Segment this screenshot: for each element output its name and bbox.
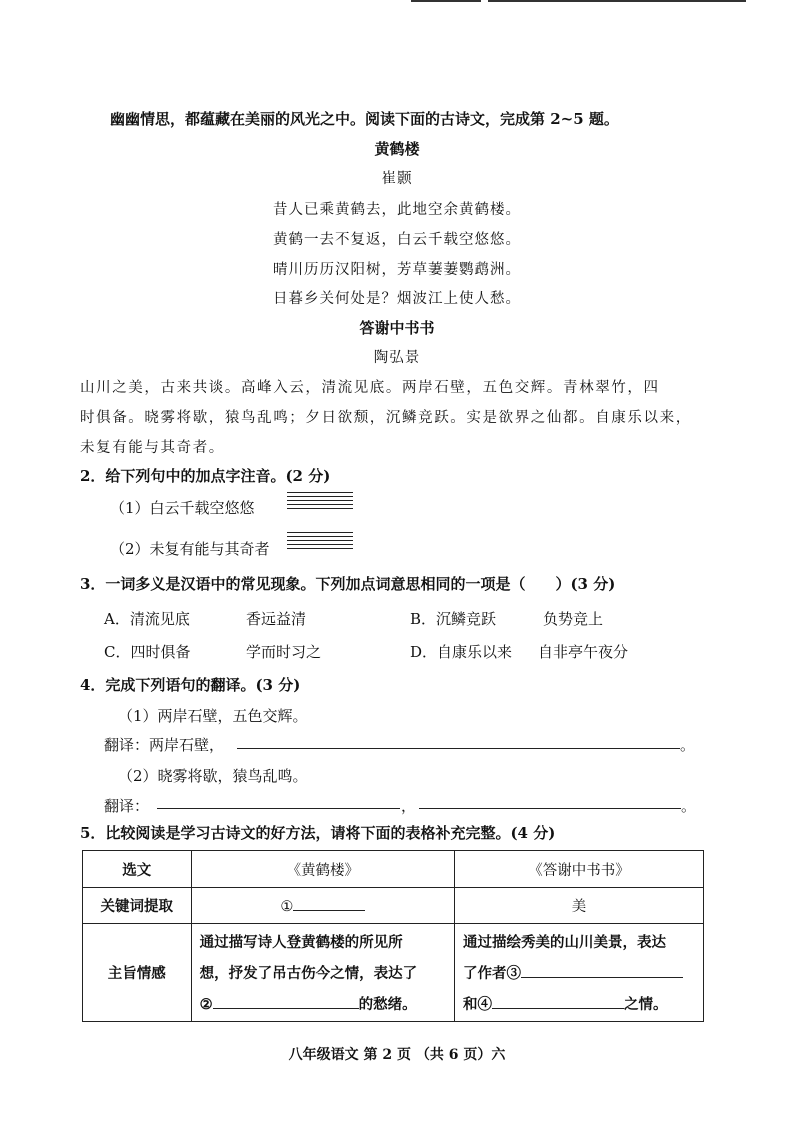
translation-2-prefix: 翻译： bbox=[104, 797, 150, 815]
cell-theme-1 bbox=[191, 924, 454, 1022]
intro-text: 幽幽情思，都蕴藏在美丽的风光之中。阅读下面的古诗文，完成第 2~5 题。 bbox=[110, 110, 619, 128]
blank-3-marker: 了作者③ bbox=[463, 965, 522, 982]
cell-theme-2 bbox=[455, 924, 704, 1022]
theme-2-line-2 bbox=[463, 958, 697, 989]
top-border-line-left bbox=[411, 0, 481, 2]
poem2-line-2: 时俱备。晓雾将歇，猿鸟乱鸣；夕日欲颓，沉鳞竞跃。实是欲界之仙都。自康乐以来， bbox=[80, 410, 692, 426]
translation-1-end: 。 bbox=[680, 736, 696, 754]
poem1-title: 黄鹤楼 bbox=[374, 140, 420, 158]
question-2-item-1: （1）白云千载空悠悠 bbox=[110, 499, 255, 517]
answer-lines-2-2[interactable] bbox=[287, 532, 353, 552]
poem2-line-1: 山川之美，古来共谈。高峰入云，清流见底。两岸石壁，五色交辉。青林翠竹，四 bbox=[80, 380, 660, 396]
translation-1-blank[interactable] bbox=[237, 748, 680, 749]
blank-1[interactable] bbox=[293, 896, 365, 911]
blank-4-marker: 和④ bbox=[463, 996, 493, 1013]
option-a-pair: 香远益清 bbox=[246, 610, 307, 628]
poem1-line-4: 日暮乡关何处是？烟波江上使人愁。 bbox=[273, 291, 521, 307]
theme-1-line-2: 想，抒发了吊古伤今之情，表达了 bbox=[199, 965, 418, 982]
option-b-pair: 负势竞上 bbox=[543, 610, 604, 628]
option-d-label: D．自康乐以来 bbox=[410, 643, 513, 661]
theme-2-line-1: 通过描绘秀美的山川美景，表达 bbox=[463, 934, 667, 951]
row-keywords-label: 关键词提取 bbox=[83, 888, 192, 924]
translation-2-comma: ， bbox=[401, 797, 417, 815]
answer-lines-2-1[interactable] bbox=[287, 492, 353, 512]
row-theme-label: 主旨情感 bbox=[83, 924, 192, 1022]
question-2-stem: 2．给下列句中的加点字注音。(2 分) bbox=[80, 467, 331, 485]
translation-2-blank-b[interactable] bbox=[419, 808, 681, 809]
top-border-line-right bbox=[488, 0, 746, 2]
poem1-line-2: 黄鹤一去不复返，白云千载空悠悠。 bbox=[273, 232, 521, 248]
header-poem2: 《答谢中书书》 bbox=[455, 851, 704, 888]
question-4-sentence-2: （2）晓雾将歇，猿鸟乱鸣。 bbox=[118, 767, 308, 785]
blank-1-marker: ① bbox=[280, 899, 294, 915]
poem1-author: 崔颢 bbox=[381, 171, 413, 187]
blank-4[interactable] bbox=[492, 994, 624, 1009]
option-d-pair: 自非亭午夜分 bbox=[538, 643, 629, 661]
question-5-stem: 5．比较阅读是学习古诗文的好方法，请将下面的表格补充完整。(4 分) bbox=[80, 824, 556, 842]
question-3-stem: 3．一词多义是汉语中的常见现象。下列加点词意思相同的一项是（ ）(3 分) bbox=[80, 575, 616, 593]
poem2-line-3: 未复有能与其奇者。 bbox=[80, 440, 225, 456]
translation-1-prefix: 翻译：两岸石壁， bbox=[104, 736, 225, 754]
cell-keyword-1 bbox=[191, 888, 454, 924]
option-c-label: C．四时俱备 bbox=[104, 643, 191, 661]
option-a-label: A．清流见底 bbox=[104, 610, 190, 628]
comparison-table bbox=[82, 850, 704, 1022]
poem2-title: 答谢中书书 bbox=[359, 319, 435, 337]
theme-2-line-3-tail: 之情。 bbox=[624, 996, 668, 1013]
blank-2-marker: ② bbox=[199, 996, 213, 1013]
poem2-author: 陶弘景 bbox=[373, 350, 421, 366]
poem1-line-3: 晴川历历汉阳树，芳草萋萋鹦鹉洲。 bbox=[273, 262, 521, 278]
header-col-label: 选文 bbox=[83, 851, 192, 888]
table-row-keywords bbox=[83, 888, 704, 924]
poem1-line-1: 昔人已乘黄鹤去，此地空余黄鹤楼。 bbox=[273, 202, 521, 218]
theme-1-line-3-tail: 的愁绪。 bbox=[358, 996, 417, 1013]
question-4-sentence-1: （1）两岸石壁，五色交辉。 bbox=[118, 707, 308, 725]
theme-1-line-1: 通过描写诗人登黄鹤楼的所见所 bbox=[199, 934, 403, 951]
theme-2-line-3 bbox=[463, 989, 697, 1020]
option-b-label: B．沉鳞竞跃 bbox=[410, 610, 497, 628]
header-poem1: 《黄鹤楼》 bbox=[191, 851, 454, 888]
cell-keyword-2: 美 bbox=[455, 888, 704, 924]
question-4-stem: 4．完成下列语句的翻译。(3 分) bbox=[80, 676, 301, 694]
blank-3[interactable] bbox=[521, 963, 683, 978]
page-footer: 八年级语文 第 2 页 （共 6 页）六 bbox=[288, 1047, 506, 1063]
option-c-pair: 学而时习之 bbox=[246, 643, 322, 661]
question-2-item-2: （2）未复有能与其奇者 bbox=[110, 540, 270, 558]
table-header-row bbox=[83, 851, 704, 888]
table-row-theme bbox=[83, 924, 704, 1022]
translation-2-blank-a[interactable] bbox=[157, 808, 400, 809]
theme-1-line-3 bbox=[200, 989, 448, 1020]
blank-2[interactable] bbox=[213, 994, 359, 1009]
translation-2-end: 。 bbox=[681, 797, 697, 815]
